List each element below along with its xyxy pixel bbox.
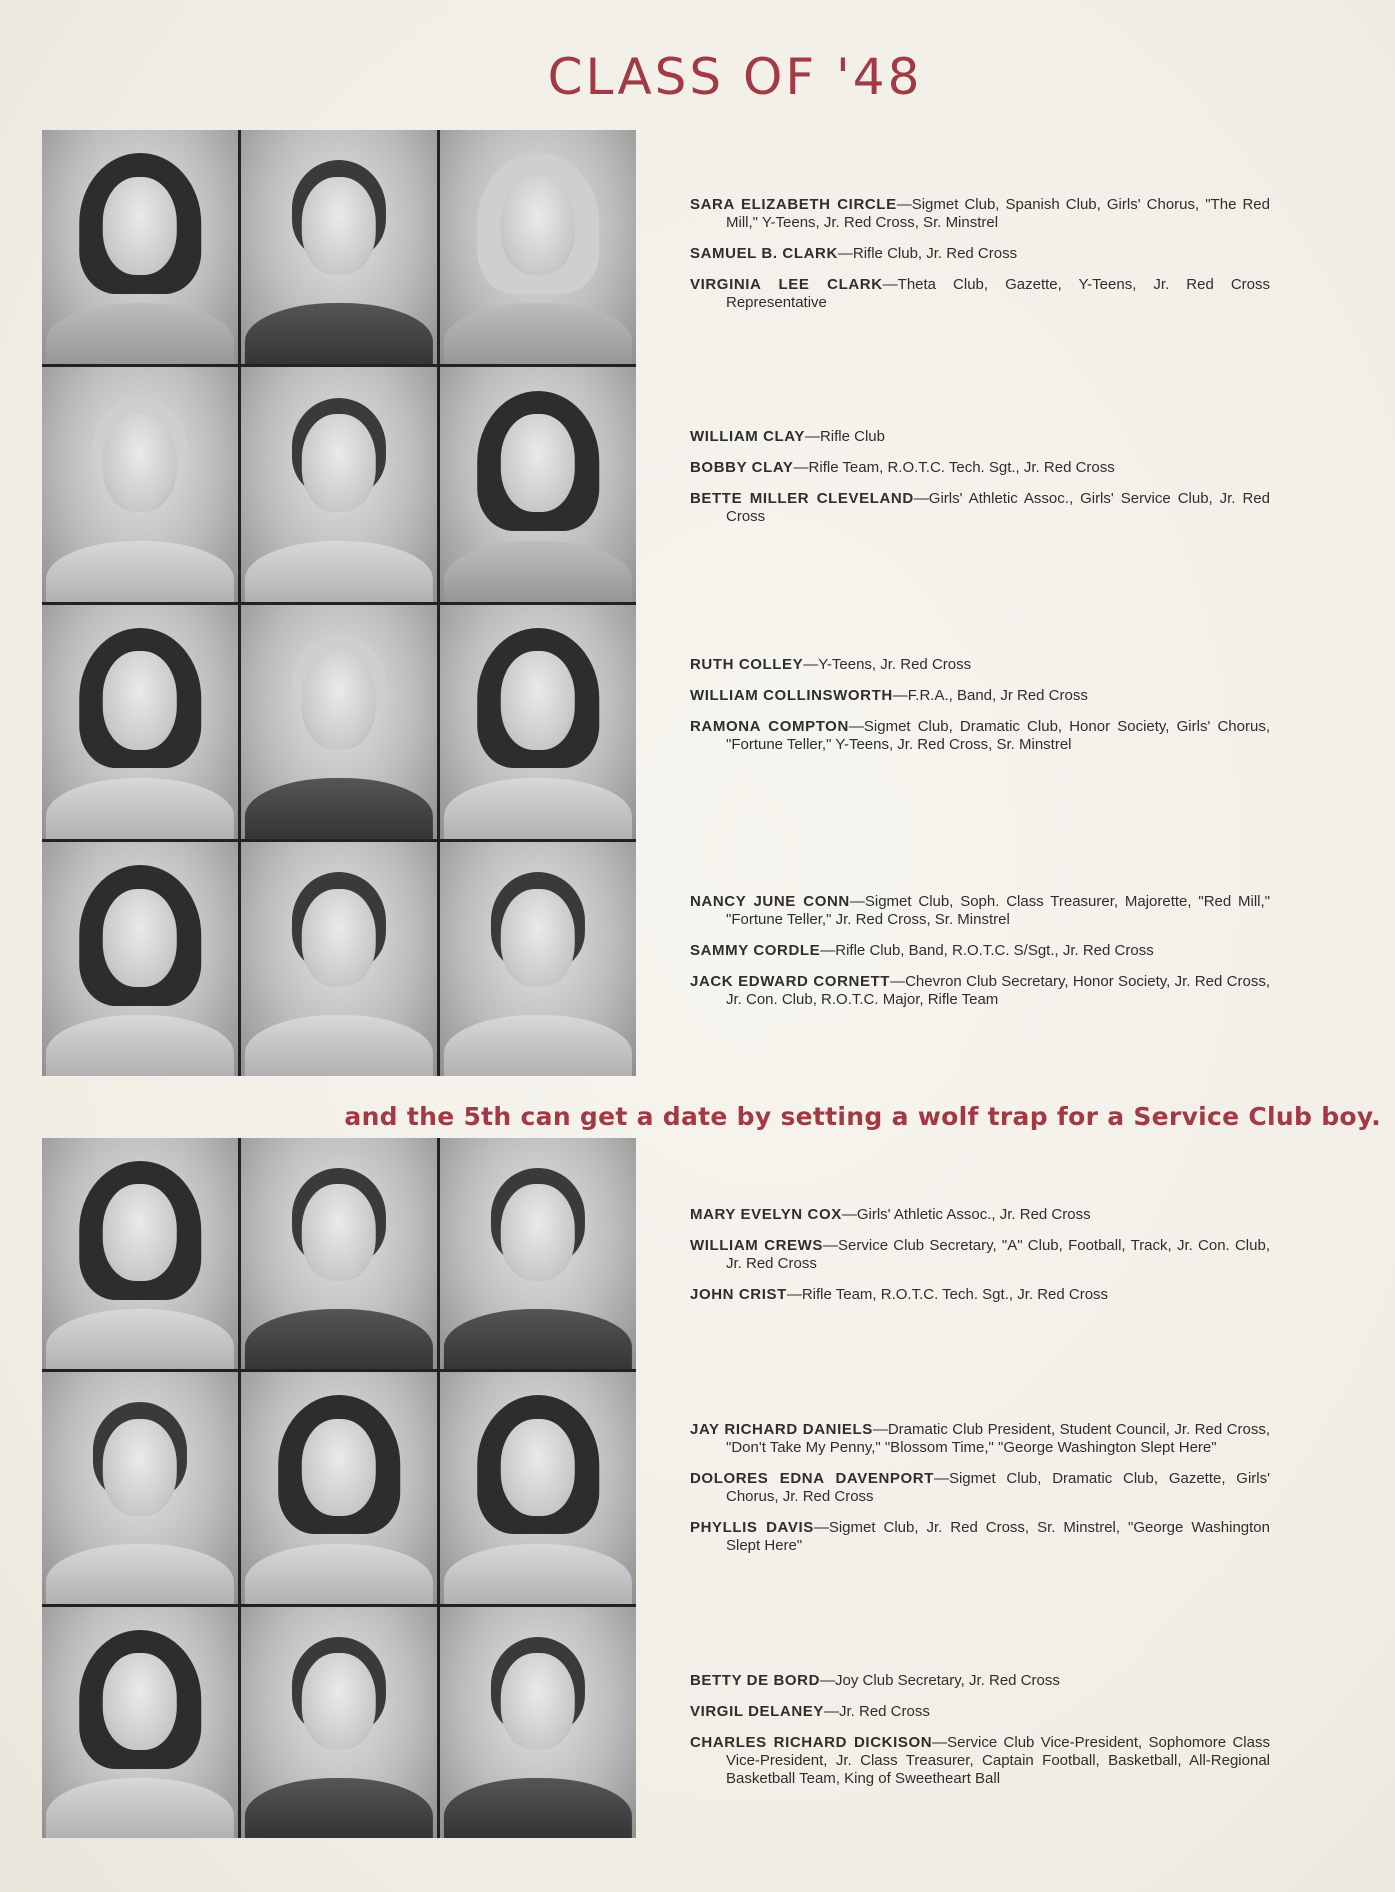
entry-block-7	[690, 1672, 1270, 1801]
entry-block-6	[690, 1421, 1270, 1568]
portrait-body	[444, 778, 632, 839]
entry-block-4	[690, 893, 1270, 1022]
student-name: RUTH COLLEY	[690, 656, 804, 673]
entry-block-3	[690, 656, 1270, 767]
portrait-body	[245, 1015, 433, 1076]
portrait-body	[245, 541, 433, 602]
portrait-head	[103, 414, 177, 512]
student-entry	[690, 893, 1270, 929]
student-portrait	[440, 1607, 636, 1838]
portrait-body	[46, 303, 234, 364]
em-dash: —	[933, 1470, 949, 1487]
em-dash: —	[820, 942, 836, 959]
student-entry	[690, 459, 1270, 477]
student-entry	[690, 973, 1270, 1009]
portrait-head	[501, 889, 575, 987]
em-dash: —	[896, 196, 912, 213]
portrait-head	[501, 177, 575, 275]
student-activities: F.R.A., Band, Jr Red Cross	[907, 687, 1088, 704]
student-activities: Jr. Red Cross	[838, 1703, 930, 1720]
student-portrait	[241, 842, 437, 1076]
student-name: WILLIAM CLAY	[690, 428, 805, 445]
student-activities: Dramatic Club President, Student Council, Jr. Red Cross, "Don't Take My Penny," "Blossom Time," "George Washington Slept Here"	[726, 1421, 1270, 1456]
student-activities: Chevron Club Secretary, Honor Society, Jr. Red Cross, Jr. Con. Club, R.O.T.C. Major, Rifle Team	[726, 973, 1270, 1008]
em-dash: —	[793, 459, 809, 476]
entry-block-1	[690, 196, 1270, 325]
portrait-head	[302, 414, 376, 512]
student-name: BETTY DE BORD	[690, 1672, 821, 1689]
student-name: MARY EVELYN COX	[690, 1206, 842, 1223]
student-portrait	[42, 1138, 238, 1369]
portrait-head	[103, 651, 177, 749]
portrait-head	[302, 1653, 376, 1750]
student-activities: Rifle Team, R.O.T.C. Tech. Sgt., Jr. Red Cross	[801, 1286, 1109, 1303]
student-activities: Service Club Vice-President, Sophomore Class Vice-President, Jr. Class Treasurer, Captain Football, Basketball, All-Regional Basketball Team, King of Sweetheart Ball	[726, 1734, 1270, 1787]
student-portrait	[440, 367, 636, 601]
portrait-body	[46, 1778, 234, 1838]
student-entry	[690, 428, 1270, 446]
student-portrait	[440, 842, 636, 1076]
portrait-head	[103, 1653, 177, 1750]
student-name: SAMMY CORDLE	[690, 942, 821, 959]
student-activities: Rifle Club	[819, 428, 885, 445]
portrait-body	[444, 1544, 632, 1604]
em-dash: —	[803, 656, 819, 673]
em-dash: —	[837, 245, 853, 262]
em-dash: —	[913, 490, 929, 507]
portrait-grid-top	[42, 130, 636, 1076]
portrait-body	[245, 303, 433, 364]
portrait-body	[46, 541, 234, 602]
page-title: CLASS OF '48	[547, 48, 923, 106]
student-activities: Joy Club Secretary, Jr. Red Cross	[835, 1672, 1060, 1689]
student-activities: Rifle Club, Jr. Red Cross	[852, 245, 1018, 262]
portrait-body	[245, 1309, 433, 1369]
portrait-body	[444, 1015, 632, 1076]
student-name: BETTE MILLER CLEVELAND	[690, 490, 914, 507]
student-activities: Y-Teens, Jr. Red Cross	[818, 656, 972, 673]
student-name: WILLIAM CREWS	[690, 1237, 824, 1254]
student-portrait	[42, 1372, 238, 1603]
student-activities: Girls' Athletic Assoc., Jr. Red Cross	[856, 1206, 1091, 1223]
student-name: DOLORES EDNA DAVENPORT	[690, 1470, 934, 1487]
student-entry	[690, 1672, 1270, 1690]
student-entry	[690, 1286, 1270, 1304]
student-entry	[690, 1703, 1270, 1721]
student-activities: Theta Club, Gazette, Y-Teens, Jr. Red Cross Representative	[726, 276, 1270, 311]
student-portrait	[440, 1138, 636, 1369]
student-portrait	[440, 605, 636, 839]
em-dash: —	[813, 1519, 829, 1536]
em-dash: —	[892, 687, 908, 704]
portrait-body	[46, 778, 234, 839]
student-entry	[690, 1206, 1270, 1224]
student-name: JAY RICHARD DANIELS	[690, 1421, 873, 1438]
em-dash: —	[849, 893, 865, 910]
student-entry	[690, 687, 1270, 705]
em-dash: —	[848, 718, 864, 735]
student-entry	[690, 490, 1270, 526]
student-entry	[690, 1237, 1270, 1273]
portrait-head	[103, 1184, 177, 1281]
portrait-body	[444, 1778, 632, 1838]
student-name: JOHN CRIST	[690, 1286, 787, 1303]
portrait-head	[501, 414, 575, 512]
portrait-body	[46, 1309, 234, 1369]
student-activities: Sigmet Club, Soph. Class Treasurer, Majorette, "Red Mill," "Fortune Teller," Jr. Red Cross, Sr. Minstrel	[726, 893, 1271, 928]
portrait-body	[444, 303, 632, 364]
student-portrait	[42, 842, 238, 1076]
student-portrait	[241, 605, 437, 839]
student-portrait	[42, 130, 238, 364]
student-portrait	[241, 1138, 437, 1369]
em-dash: —	[820, 1672, 836, 1689]
student-name: BOBBY CLAY	[690, 459, 794, 476]
student-name: WILLIAM COLLINSWORTH	[690, 687, 893, 704]
portrait-head	[103, 889, 177, 987]
student-activities: Girls' Athletic Assoc., Girls' Service Club, Jr. Red Cross	[726, 490, 1270, 525]
student-entry	[690, 1470, 1270, 1506]
student-name: PHYLLIS DAVIS	[690, 1519, 814, 1536]
student-name: VIRGIL DELANEY	[690, 1703, 824, 1720]
em-dash: —	[823, 1703, 839, 1720]
student-portrait	[440, 1372, 636, 1603]
entry-block-2	[690, 428, 1270, 539]
student-activities: Sigmet Club, Spanish Club, Girls' Chorus, "The Red Mill," Y-Teens, Jr. Red Cross, Sr. Minstrel	[726, 196, 1270, 231]
student-activities: Sigmet Club, Dramatic Club, Honor Society, Girls' Chorus, "Fortune Teller," Y-Teens, Jr. Red Cross, Sr. Minstrel	[726, 718, 1270, 753]
portrait-grid-bottom	[42, 1138, 636, 1838]
student-activities: Service Club Secretary, "A" Club, Football, Track, Jr. Con. Club, Jr. Red Cross	[726, 1237, 1270, 1272]
portrait-body	[245, 778, 433, 839]
student-portrait	[42, 367, 238, 601]
student-portrait	[241, 130, 437, 364]
portrait-body	[245, 1544, 433, 1604]
portrait-head	[501, 651, 575, 749]
student-portrait	[241, 367, 437, 601]
student-entry	[690, 276, 1270, 312]
portrait-body	[46, 1544, 234, 1604]
portrait-body	[444, 541, 632, 602]
student-portrait	[42, 1607, 238, 1838]
portrait-head	[302, 177, 376, 275]
portrait-head	[302, 651, 376, 749]
student-name: JACK EDWARD CORNETT	[690, 973, 891, 990]
banner-caption: and the 5th can get a date by setting a wolf trap for a Service Club boy.	[344, 1102, 1381, 1131]
student-activities: Sigmet Club, Dramatic Club, Gazette, Girls' Chorus, Jr. Red Cross	[726, 1470, 1270, 1505]
student-entry	[690, 942, 1270, 960]
student-portrait	[440, 130, 636, 364]
portrait-head	[302, 1419, 376, 1516]
em-dash: —	[890, 973, 906, 990]
student-name: NANCY JUNE CONN	[690, 893, 850, 910]
student-entry	[690, 245, 1270, 263]
student-portrait	[241, 1607, 437, 1838]
student-name: RAMONA COMPTON	[690, 718, 849, 735]
student-entry	[690, 1519, 1270, 1555]
portrait-head	[103, 1419, 177, 1516]
em-dash: —	[872, 1421, 888, 1438]
portrait-head	[501, 1419, 575, 1516]
student-entry	[690, 718, 1270, 754]
entry-block-5	[690, 1206, 1270, 1317]
student-portrait	[241, 1372, 437, 1603]
portrait-head	[103, 177, 177, 275]
em-dash: —	[786, 1286, 802, 1303]
student-entry	[690, 1734, 1270, 1788]
portrait-body	[444, 1309, 632, 1369]
em-dash: —	[932, 1734, 948, 1751]
em-dash: —	[823, 1237, 839, 1254]
portrait-body	[46, 1015, 234, 1076]
student-entry	[690, 1421, 1270, 1457]
student-activities: Rifle Club, Band, R.O.T.C. S/Sgt., Jr. Red Cross	[835, 942, 1154, 959]
em-dash: —	[804, 428, 820, 445]
portrait-head	[501, 1184, 575, 1281]
student-activities: Sigmet Club, Jr. Red Cross, Sr. Minstrel, "George Washington Slept Here"	[726, 1519, 1270, 1554]
student-portrait	[42, 605, 238, 839]
student-name: CHARLES RICHARD DICKISON	[690, 1734, 933, 1751]
student-activities: Rifle Team, R.O.T.C. Tech. Sgt., Jr. Red Cross	[808, 459, 1115, 476]
student-entry	[690, 196, 1270, 232]
portrait-head	[302, 889, 376, 987]
em-dash: —	[882, 276, 898, 293]
student-name: SARA ELIZABETH CIRCLE	[690, 196, 897, 213]
em-dash: —	[841, 1206, 857, 1223]
student-entry	[690, 656, 1270, 674]
portrait-head	[501, 1653, 575, 1750]
portrait-body	[245, 1778, 433, 1838]
student-name: SAMUEL B. CLARK	[690, 245, 838, 262]
student-name: VIRGINIA LEE CLARK	[690, 276, 883, 293]
portrait-head	[302, 1184, 376, 1281]
